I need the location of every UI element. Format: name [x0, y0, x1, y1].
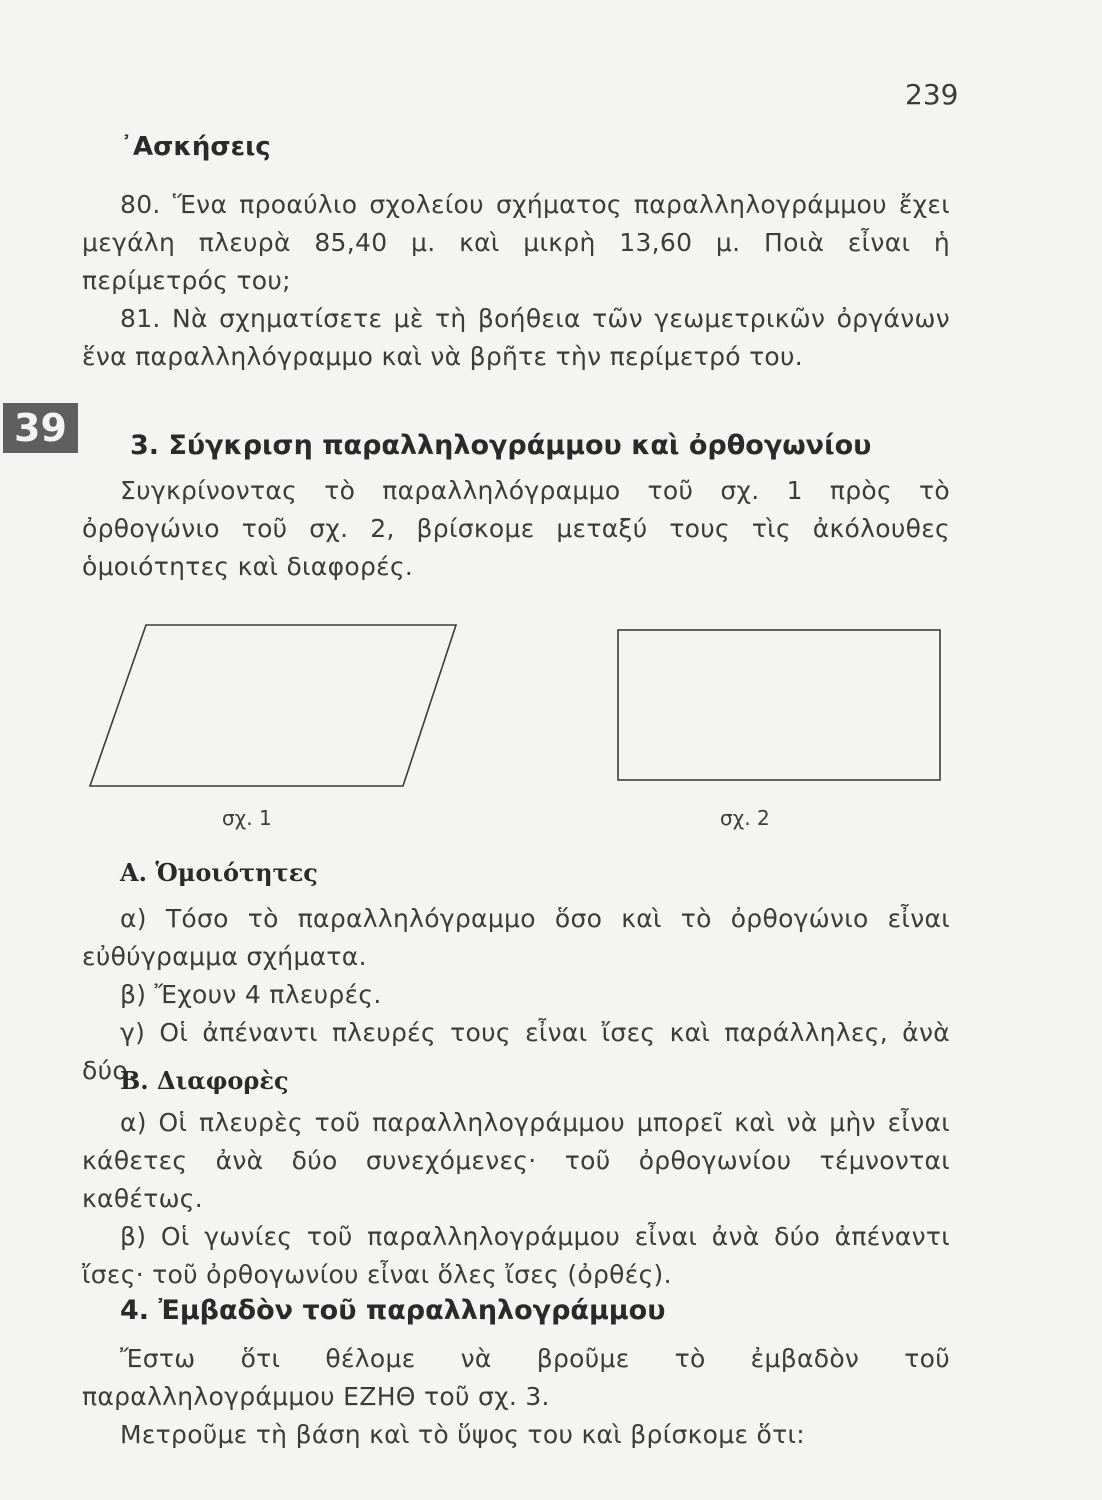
section-3-intro: Συγκρίνοντας τὸ παραλληλόγραμμο τοῦ σχ. 1 πρὸς τὸ ὀρθογώνιο τοῦ σχ. 2, βρίσκομε μεταξύ τους τὶς ἀκόλουθες ὁμοιότητες καὶ διαφορές.	[82, 476, 950, 581]
section-4-body	[82, 1340, 950, 1454]
similarity-c: γ) Οἱ ἀπέναντι πλευρές τους εἶναι ἴσες καὶ παράλληλες, ἀνὰ δύο.	[82, 1018, 950, 1085]
section-4-heading: 4. Ἐμβαδὸν τοῦ παραλληλογράμμου	[120, 1295, 666, 1326]
similarities-heading: Α. Ὁμοιότητες	[120, 858, 318, 887]
similarity-a: α) Τόσο τὸ παραλληλόγραμμο ὅσο καὶ τὸ ὀρθογώνιο εἶναι εὐθύγραμμα σχήματα.	[82, 904, 950, 971]
parallelogram-figure	[90, 625, 456, 786]
similarity-b: β) Ἔχουν 4 πλευρές.	[120, 980, 382, 1009]
exercises-heading: ᾿Ασκήσεις	[120, 132, 271, 162]
figure-1-caption: σχ. 1	[222, 806, 272, 830]
exercise-80: 80. Ἕνα προαύλιο σχολείου σχήματος παραλληλογράμμου ἔχει μεγάλη πλευρὰ 85,40 μ. καὶ μικρὴ 13,60 μ. Ποιὰ εἶναι ἡ περίμετρός του;	[82, 190, 950, 295]
difference-a: α) Οἱ πλευρὲς τοῦ παραλληλογράμμου μπορεῖ καὶ νὰ μὴν εἶναι κάθετες ἀνὰ δύο συνεχόμενες· τοῦ ὀρθογωνίου τέμνονται καθέτως.	[82, 1108, 950, 1213]
section-4-paragraph-2: Μετροῦμε τὴ βάση καὶ τὸ ὕψος του καὶ βρίσκομε ὅτι:	[120, 1420, 805, 1449]
section-badge: 39	[3, 403, 78, 453]
differences-list	[82, 1104, 950, 1294]
similarities-list	[82, 900, 950, 1090]
exercise-81: 81. Νὰ σχηματίσετε μὲ τὴ βοήθεια τῶν γεωμετρικῶν ὀργάνων ἕνα παραλληλόγραμμο καὶ νὰ βρῆτε τὴν περίμετρό του.	[82, 304, 950, 371]
figure-2-caption: σχ. 2	[720, 806, 770, 830]
section-3-heading: 3. Σύγκριση παραλληλογράμμου καὶ ὀρθογωνίου	[130, 430, 872, 461]
section-4-paragraph-1: Ἔστω ὅτι θέλομε νὰ βροῦμε τὸ ἐμβαδὸν τοῦ παραλληλογράμμου ΕΖΗΘ τοῦ σχ. 3.	[82, 1344, 950, 1411]
figures	[0, 600, 1102, 840]
difference-b: β) Οἱ γωνίες τοῦ παραλληλογράμμου εἶναι ἀνὰ δύο ἀπέναντι ἴσες· τοῦ ὀρθογωνίου εἶναι ὅλες ἴσες (ὀρθές).	[82, 1222, 950, 1289]
page-number: 239	[905, 78, 959, 111]
differences-heading: Β. Διαφορὲς	[120, 1066, 289, 1095]
rectangle-figure	[618, 630, 940, 780]
